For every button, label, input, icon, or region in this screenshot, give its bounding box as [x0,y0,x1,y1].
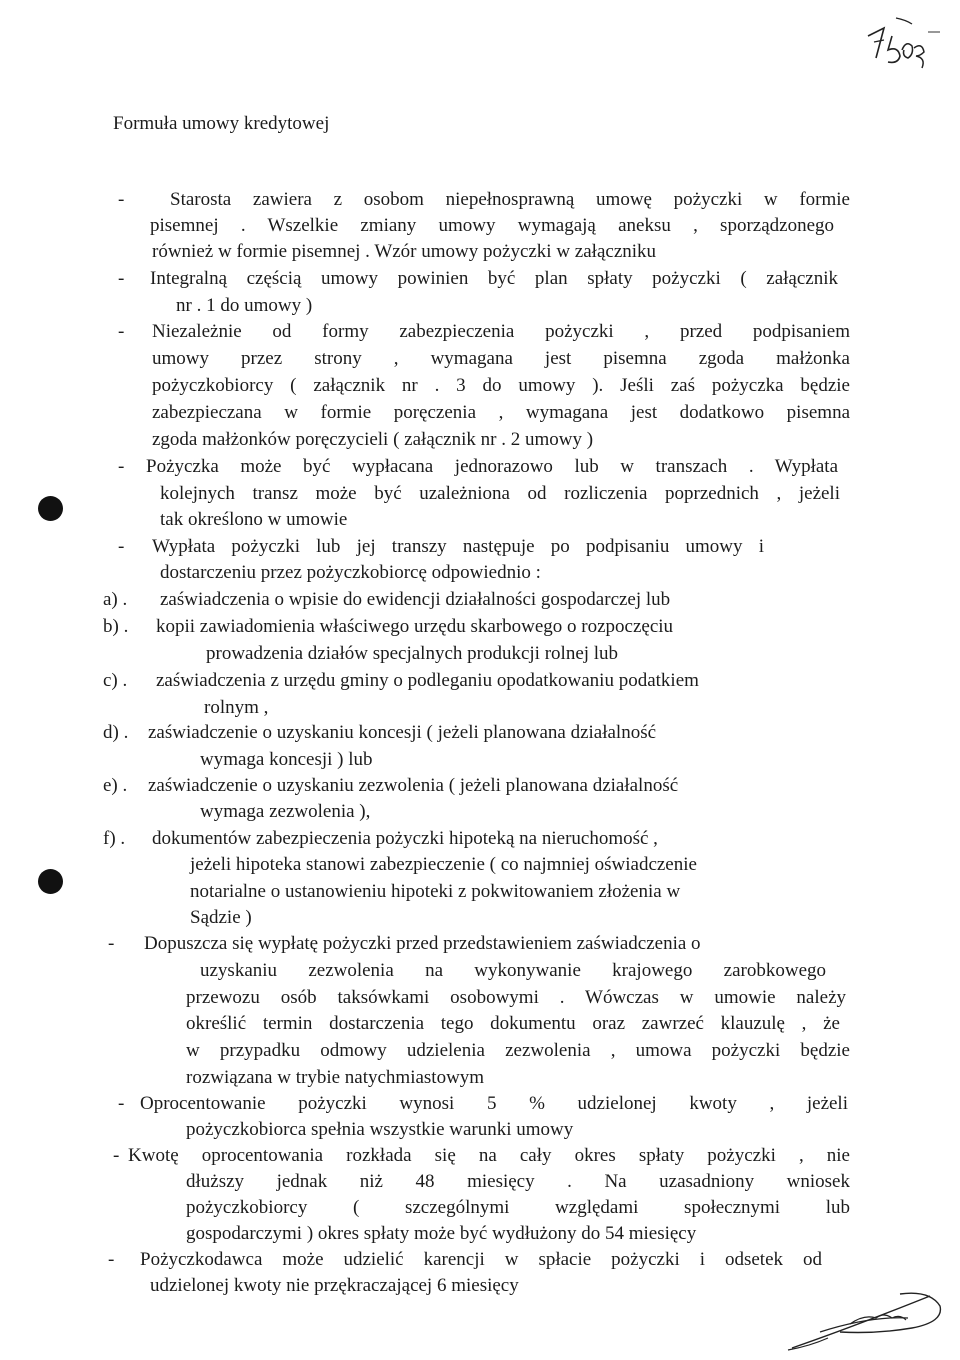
text-line: zaświadczenie o uzyskaniu koncesji ( jeżeli planowana działalność [148,722,657,743]
text-line: również w formie pisemnej . Wzór umowy pożyczki w załączniku [152,241,657,262]
text-line: nr . 1 do umowy ) [176,295,313,316]
item-marker: d) . [103,722,129,743]
text-line: umowy przez strony , wymagana jest pisemna zgoda małżonka [152,348,850,369]
text-line: zaświadczenia o wpisie do ewidencji działalności gospodarczej lub [160,589,671,610]
text-line: pisemnej . Wszelkie zmiany umowy wymagają aneksu , sporządzonego [150,215,834,236]
text-line: pożyczkobiorca spełnia wszystkie warunki umowy [186,1119,574,1140]
bullet-dash: - [118,456,125,477]
handwritten-page-number [862,10,942,72]
text-line: zaświadczenia z urzędu gminy o podleganiu opodatkowaniu podatkiem [156,670,699,691]
bullet-dash: - [108,933,115,954]
text-line: tak określono w umowie [160,509,348,530]
text-line: zaświadczenie o uzyskaniu zezwolenia ( jeżeli planowana działalność [148,775,679,796]
text-line: Niezależnie od formy zabezpieczenia pożyczki , przed podpisaniem [152,321,850,342]
text-line: udzielonej kwoty nie przękraczającej 6 miesięcy [150,1275,519,1296]
text-line: jeżeli hipoteka stanowi zabezpieczenie ( co najmniej oświadczenie [190,854,697,875]
item-marker: e) . [103,775,128,796]
document-title: Formuła umowy kredytowej [113,113,330,134]
text-line: kolejnych transz może być uzależniona od rozliczenia poprzednich , jeżeli [160,483,840,504]
bullet-dash: - [118,536,125,557]
text-line: zabezpieczana w formie poręczenia , wymagana jest dodatkowo pisemna [152,402,850,423]
text-line: Sądzie ) [190,907,252,928]
bullet-dash: - [113,1145,120,1166]
item-marker: c) . [103,670,128,691]
text-line: dłuższy jednak niż 48 miesięcy . Na uzasadniony wniosek [186,1171,850,1192]
text-line: gospodarczymi ) okres spłaty może być wydłużony do 54 miesięcy [186,1223,697,1244]
text-line: zgoda małżonków poręczycieli ( załącznik nr . 2 umowy ) [152,429,594,450]
text-line: Starosta zawiera z osobom niepełnosprawną umowę pożyczki w formie [170,189,850,210]
item-marker: f) . [103,828,126,849]
item-marker: a) . [103,589,128,610]
text-line: Dopuszcza się wypłatę pożyczki przed przedstawieniem zaświadczenia o [144,933,701,954]
signature [780,1288,950,1354]
text-line: Wypłata pożyczki lub jej transzy następuje po podpisaniu umowy i [152,536,764,557]
text-line: dostarczeniu przez pożyczkobiorcę odpowiednio : [160,562,541,583]
bullet-dash: - [108,1249,115,1270]
text-line: kopii zawiadomienia właściwego urzędu skarbowego o rozpoczęciu [156,616,674,637]
bullet-dash: - [118,1093,125,1114]
text-line: Integralną częścią umowy powinien być plan spłaty pożyczki ( załącznik [150,268,838,289]
text-line: prowadzenia działów specjalnych produkcji rolnej lub [206,643,619,664]
text-line: określić termin dostarczenia tego dokumentu oraz zawrzeć klauzulę , że [186,1013,840,1034]
text-line: uzyskaniu zezwolenia na wykonywanie krajowego zarobkowego [200,960,826,981]
text-line: rozwiązana w trybie natychmiastowym [186,1067,485,1088]
punch-hole [38,869,63,894]
bullet-dash: - [118,321,125,342]
text-line: pożyczkobiorcy ( szczególnymi względami społecznymi lub [186,1197,850,1218]
bullet-dash: - [118,268,125,289]
text-line: Kwotę oprocentowania rozkłada się na cały okres spłaty pożyczki , nie [128,1145,850,1166]
text-line: Oprocentowanie pożyczki wynosi 5 % udzielonej kwoty , jeżeli [140,1093,848,1114]
text-line: wymaga koncesji ) lub [200,749,373,770]
text-line: w przypadku odmowy udzielenia zezwolenia , umowa pożyczki będzie [186,1040,850,1061]
text-line: przewozu osób taksówkami osobowymi . Wówczas w umowie należy [186,987,846,1008]
text-line: rolnym , [204,697,269,718]
text-line: notarialne o ustanowieniu hipoteki z pokwitowaniem złożenia w [190,881,681,902]
text-line: pożyczkobiorcy ( załącznik nr . 3 do umowy ). Jeśli zaś pożyczka będzie [152,375,850,396]
text-line: wymaga zezwolenia ), [200,801,371,822]
item-marker: b) . [103,616,129,637]
text-line: dokumentów zabezpieczenia pożyczki hipoteką na nieruchomość , [152,828,658,849]
text-line: Pożyczka może być wypłacana jednorazowo lub w transzach . Wypłata [146,456,838,477]
bullet-dash: - [118,189,125,210]
punch-hole [38,496,63,521]
text-line: Pożyczkodawca może udzielić karencji w spłacie pożyczki i odsetek od [140,1249,822,1270]
